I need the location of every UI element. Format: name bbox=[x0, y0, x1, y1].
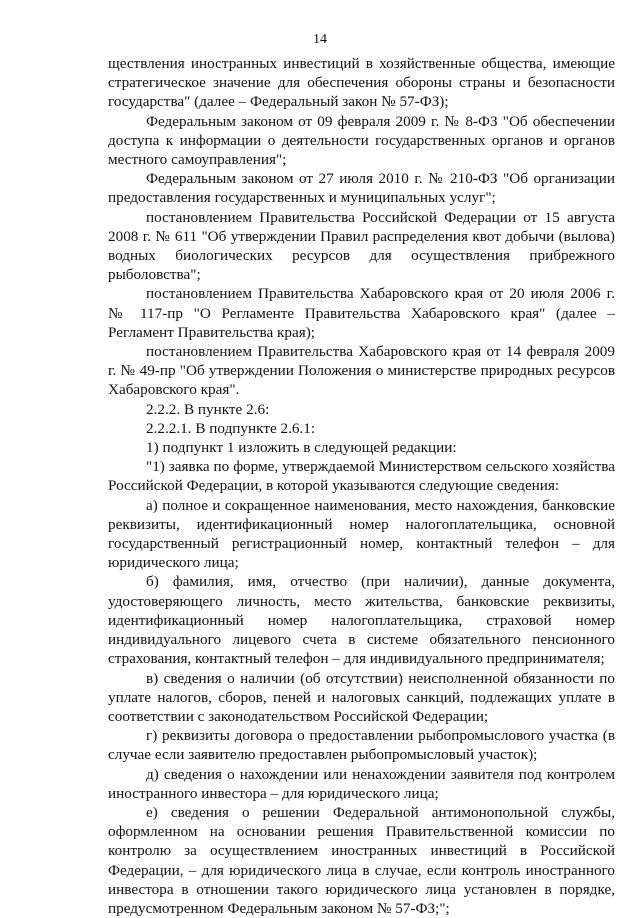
paragraph-resolution-117-pr: постановлением Правительства Хабаровского края от 20 июля 2006 г. № 117-пр "О Регламенте Правительства Хабаровского края" (далее – Регламент Правительства края); bbox=[108, 285, 615, 341]
paragraph-continuation: ществления иностранных инвестиций в хозяйственные общества, имеющие стратегическое значение для обеспечения обороны страны и безопасности государства" (далее – Федеральный закон № 57-ФЗ); bbox=[108, 55, 615, 111]
paragraph-item-d: д) сведения о нахождении или ненахождении заявителя под контролем иностранного инвестора – для юридического лица; bbox=[108, 765, 615, 802]
paragraph-2-2-2: 2.2.2. В пункте 2.6: bbox=[146, 400, 270, 418]
paragraph-law-210-fz: Федеральным законом от 27 июля 2010 г. № 210-ФЗ "Об организации предоставления государственных и муниципальных услуг"; bbox=[108, 170, 615, 207]
paragraph-item-v: в) сведения о наличии (об отсутствии) неисполненной обязанности по уплате налогов, сборов, пеней и налоговых санкций, подлежащих уплате в соответствии с законодательством Российской Федерации; bbox=[108, 669, 615, 725]
paragraph-resolution-49-pr: постановлением Правительства Хабаровского края от 14 февраля 2009 г. № 49-пр "Об утверждении Положения о министерстве природных ресурсов Хабаровского края". bbox=[108, 343, 615, 399]
paragraph-application: "1) заявка по форме, утверждаемой Министерством сельского хозяйства Российской Федерации, в которой указываются следующие сведения: bbox=[108, 458, 615, 495]
paragraph-2-2-2-1: 2.2.2.1. В подпункте 2.6.1: bbox=[146, 419, 316, 437]
paragraph-item-g: г) реквизиты договора о предоставлении рыбопромыслового участка (в случае если заявителю предоставлен рыбопромысловый участок); bbox=[108, 727, 615, 764]
paragraph-item-b: б) фамилия, имя, отчество (при наличии), данные документа, удостоверяющего личность, место жительства, банковские реквизиты, идентификационный номер налогоплательщика, страховой номер индивидуального лицевого счета в системе обязательного пенсионного страхования, контактный телефон – для индивидуального предпринимателя; bbox=[108, 573, 615, 668]
document-body bbox=[108, 54, 615, 918]
paragraph-resolution-611: постановлением Правительства Российской Федерации от 15 августа 2008 г. № 611 "Об утверждении Правил распределения квот добычи (вылова) водных биологических ресурсов для осуществления прибрежного рыболовства"; bbox=[108, 208, 615, 284]
paragraph-item-a: а) полное и сокращенное наименования, место нахождения, банковские реквизиты, идентификационный номер налогоплательщика, основной государственный регистрационный номер, контактный телефон – для юридического лица; bbox=[108, 496, 615, 572]
paragraph-item-e: е) сведения о решении Федеральной антимонопольной службы, оформленном на основании решения Правительственной комиссии по контролю за осуществлением иностранных инвестиций в Российской Федерации, – для юридического лица в случае, если контроль иностранного инвестора в отношении такого юридического лица установлен в порядке, предусмотренном Федеральным законом № 57-ФЗ;"; bbox=[108, 803, 615, 917]
page-number: 14 bbox=[313, 32, 327, 47]
paragraph-law-8-fz: Федеральным законом от 09 февраля 2009 г. № 8-ФЗ "Об обеспечении доступа к информации о деятельности государственных органов и органов местного самоуправления"; bbox=[108, 112, 615, 169]
paragraph-item-1: 1) подпункт 1 изложить в следующей редакции: bbox=[146, 439, 457, 457]
